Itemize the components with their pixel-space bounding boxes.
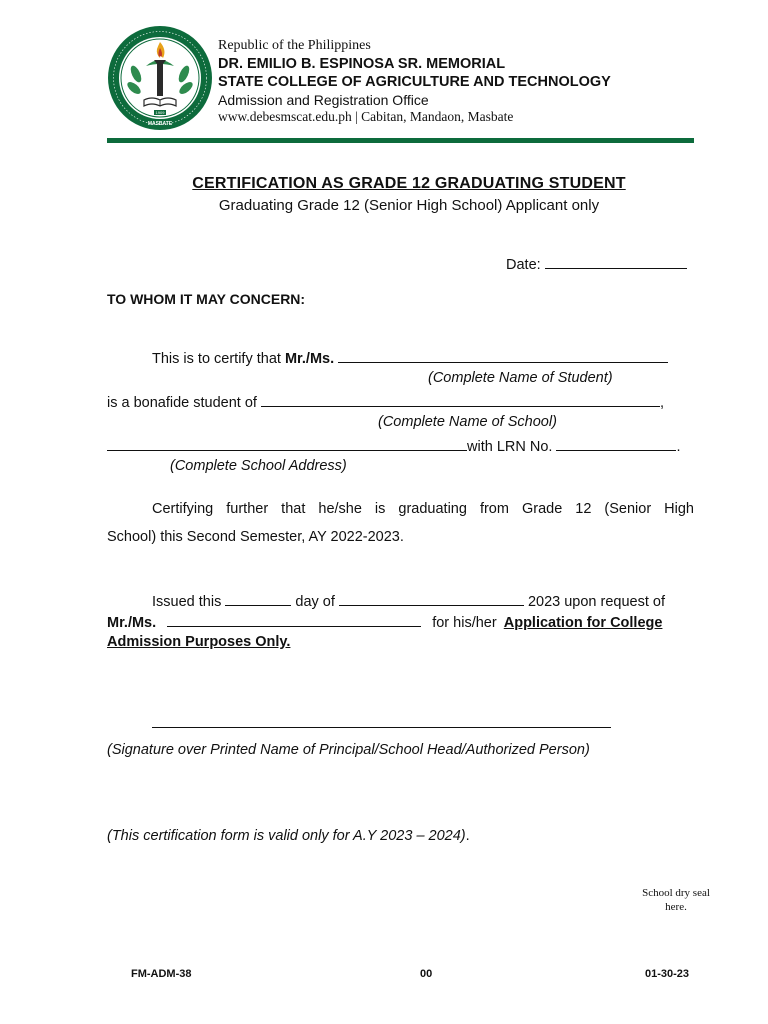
date-blank[interactable] bbox=[545, 254, 687, 269]
lrn-blank[interactable] bbox=[556, 436, 676, 451]
date-label: Date: bbox=[506, 257, 541, 273]
dry-seal-note-line-1: School dry seal bbox=[642, 887, 710, 899]
graduating-line-2: School) this Second Semester, AY 2022-2023. bbox=[107, 529, 404, 545]
signature-line[interactable] bbox=[152, 727, 611, 728]
requester-mr-ms-label: Mr./Ms. bbox=[107, 615, 157, 631]
lrn-label: with LRN No. bbox=[467, 439, 553, 455]
date-row bbox=[506, 254, 687, 273]
salutation: TO WHOM IT MAY CONCERN: bbox=[107, 291, 306, 307]
issued-line bbox=[152, 591, 665, 610]
dry-seal-note bbox=[632, 886, 720, 914]
purpose-text-1: Application for College bbox=[503, 615, 663, 631]
header-college-name-1: DR. EMILIO B. ESPINOSA SR. MEMORIAL bbox=[218, 56, 506, 72]
school-address-blank[interactable] bbox=[107, 436, 467, 451]
bonafide-label: is a bonafide student of bbox=[107, 395, 257, 411]
header-college-name-2: STATE COLLEGE OF AGRICULTURE AND TECHNOLOGY bbox=[218, 74, 611, 90]
document-title: CERTIFICATION AS GRADE 12 GRADUATING STUDENT bbox=[192, 175, 626, 192]
for-his-her-label: for his/her bbox=[432, 615, 497, 631]
requester-line bbox=[107, 612, 662, 631]
issued-label: Issued this bbox=[152, 594, 222, 610]
year-request-label: 2023 upon request of bbox=[527, 594, 666, 610]
bonafide-line: is a bonafide student of , bbox=[107, 392, 664, 411]
header-country: Republic of the Philippines bbox=[218, 38, 371, 53]
footer-revision: 00 bbox=[420, 968, 433, 980]
day-blank[interactable] bbox=[225, 591, 291, 606]
student-name-blank[interactable] bbox=[338, 348, 668, 363]
mr-ms-label: Mr./Ms. bbox=[284, 351, 335, 367]
dry-seal-note-line-2: here. bbox=[665, 901, 687, 913]
header-office: Admission and Registration Office bbox=[218, 92, 429, 108]
requester-name-blank[interactable] bbox=[167, 612, 421, 627]
certify-lead: This is to certify that bbox=[152, 351, 285, 367]
day-of-label: day of bbox=[295, 594, 335, 610]
purpose-text-2: Admission Purposes Only. bbox=[107, 634, 291, 650]
month-blank[interactable] bbox=[339, 591, 524, 606]
student-name-caption: (Complete Name of Student) bbox=[428, 370, 613, 386]
signature-caption: (Signature over Printed Name of Principal/School Head/Authorized Person) bbox=[107, 742, 590, 758]
graduating-line-1: Certifying further that he/she is graduating from Grade 12 (Senior High bbox=[152, 501, 694, 517]
validity-note: (This certification form is valid only for A.Y 2023 – 2024). bbox=[107, 828, 470, 844]
school-address-caption: (Complete School Address) bbox=[170, 458, 347, 474]
certify-line bbox=[152, 348, 668, 367]
address-lrn-line: with LRN No. . bbox=[107, 436, 680, 455]
header-website-address: www.debesmscat.edu.ph | Cabitan, Mandaon, Masbate bbox=[218, 109, 514, 124]
footer-date: 01-30-23 bbox=[645, 968, 690, 980]
footer-form-code: FM-ADM-38 bbox=[131, 968, 192, 980]
document-subtitle: Graduating Grade 12 (Senior High School) Applicant only bbox=[218, 197, 600, 214]
school-name-blank[interactable] bbox=[261, 392, 660, 407]
validity-text: (This certification form is valid only for A.Y 2023 – 2024) bbox=[107, 828, 466, 844]
seal-year: 1909 bbox=[155, 110, 165, 115]
college-seal-logo bbox=[106, 24, 214, 132]
header-divider bbox=[107, 138, 694, 143]
seal-place: MASBATE bbox=[147, 121, 173, 127]
school-name-caption: (Complete Name of School) bbox=[378, 414, 557, 430]
